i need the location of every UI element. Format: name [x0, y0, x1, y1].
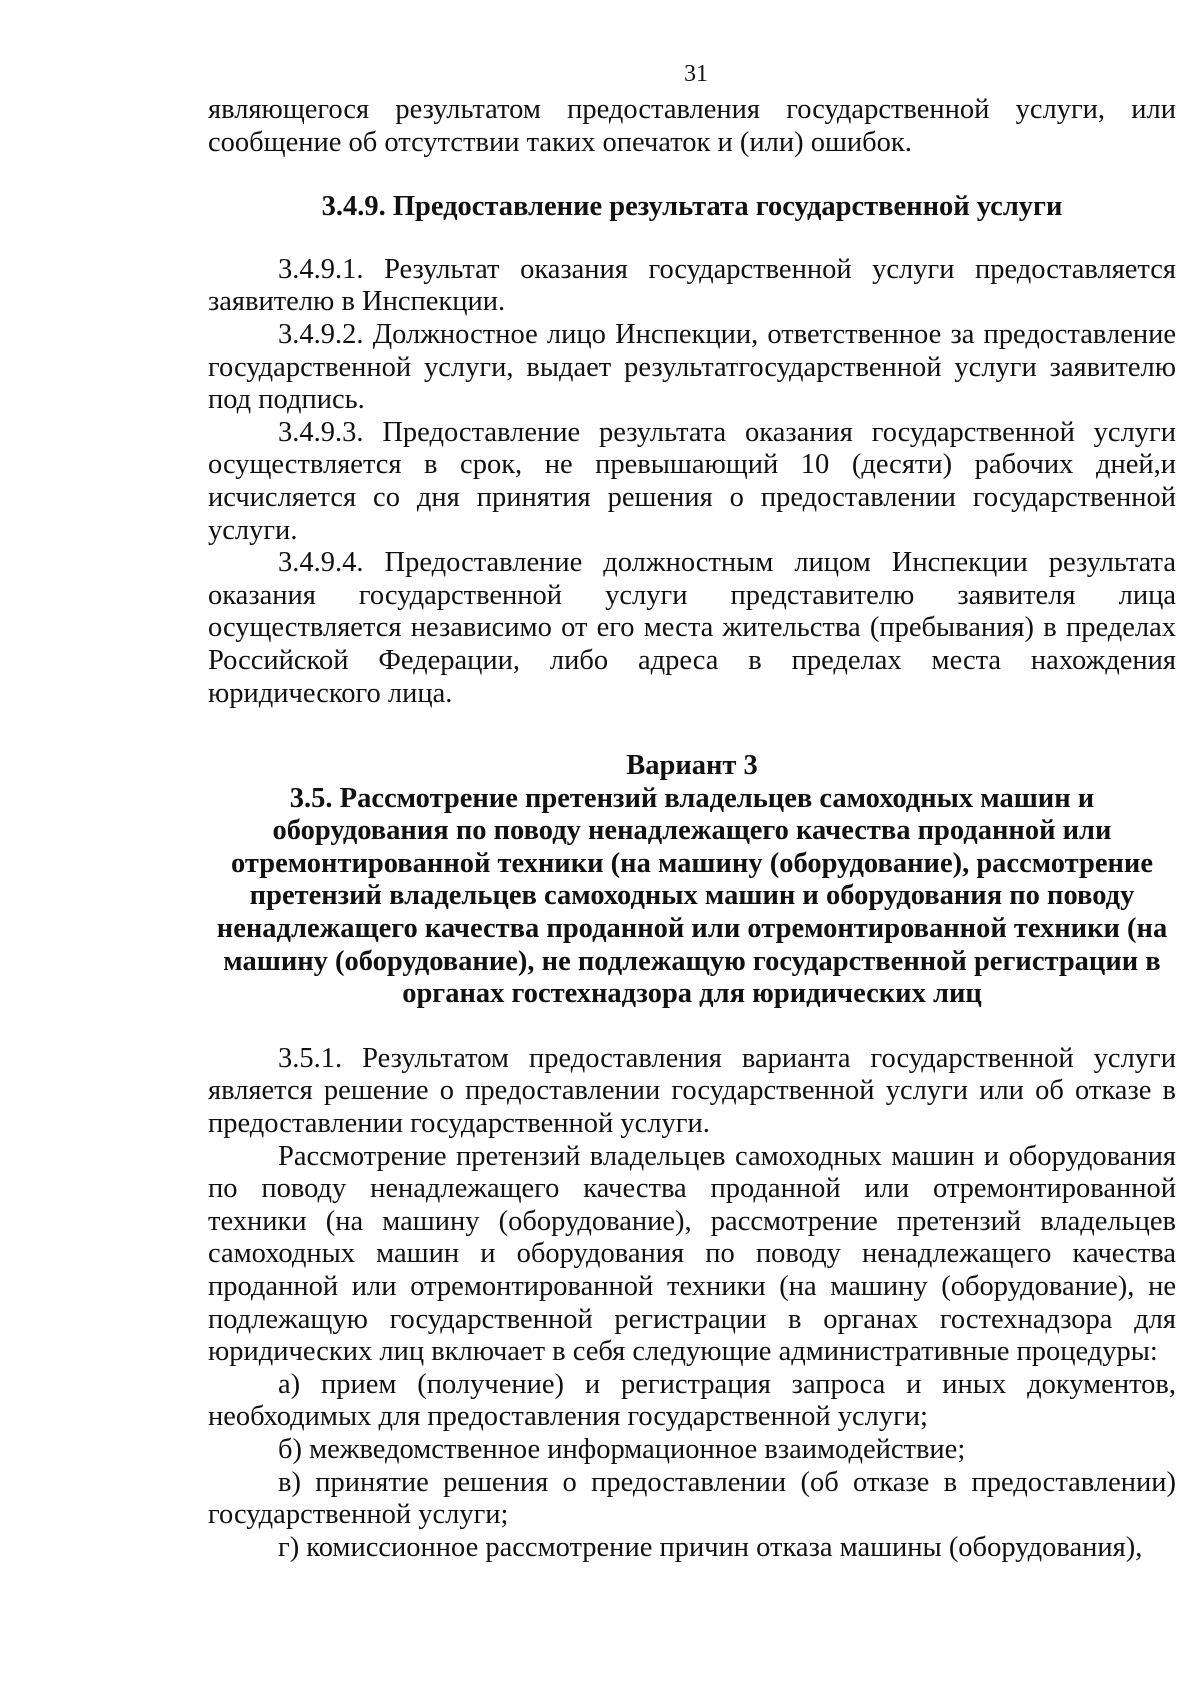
list-item-v: в) принятие решения о предоставлении (об отказе в предоставлении) государственной услуги; [208, 1466, 1176, 1531]
paragraph-procedures-intro: Рассмотрение претензий владельцев самоходных машин и оборудования по поводу ненадлежащего качества проданной или отремонтированной техники (на машину (оборудование), рассмотрение претензий владельцев самоходных машин и оборудования по поводу ненадлежащего качества проданной или отремонтированной техники (на машину (оборудование), не подлежащую государственной регистрации в органах гостехнадзора для юридических лиц включает в себя следующие административные процедуры: [208, 1140, 1176, 1368]
continuation-paragraph: являющегося результатом предоставления государственной услуги, или сообщение об отсутствии таких опечаток и (или) ошибок. [208, 94, 1176, 158]
section-heading-3-5: 3.5. Рассмотрение претензий владельцев самоходных машин и оборудования по поводу ненадлежащего качества проданной или отремонтированной техники (на машину (оборудование), рассмотрение претензий владельцев самоходных машин и оборудования по поводу ненадлежащего качества проданной или отремонтированной техники (на машину (оборудование), не подлежащую государственной регистрации в органах гостехнадзора для юридических лиц [216, 782, 1168, 1010]
paragraph-3-4-9-1: 3.4.9.1. Результат оказания государственной услуги предоставляется заявителю в Инспекции. [208, 253, 1176, 318]
page-number: 31 [684, 61, 708, 87]
document-page [208, 60, 1176, 1564]
section-heading-3-4-9: 3.4.9. Предоставление результата государственной услуги [321, 191, 1063, 223]
paragraph-3-4-9-4: 3.4.9.4. Предоставление должностным лицом Инспекции результата оказания государственной услуги представителю заявителя лица осуществляется независимо от его места жительства (пребывания) в пределах Российской Федерации, либо адреса в пределах места нахождения юридического лица. [208, 547, 1176, 709]
variant-title: Вариант 3 [626, 750, 758, 782]
paragraph-3-5-1: 3.5.1. Результатом предоставления варианта государственной услуги является решение о предоставлении государственной услуги или об отказе в предоставлении государственной услуги. [208, 1042, 1176, 1140]
list-item-a: а) прием (получение) и регистрация запроса и иных документов, необходимых для предоставления государственной услуги; [208, 1368, 1176, 1433]
list-item-b: б) межведомственное информационное взаимодействие; [278, 1433, 966, 1465]
paragraph-3-4-9-2: 3.4.9.2. Должностное лицо Инспекции, ответственное за предоставление государственной услуги, выдает результатгосударственной услуги заявителю под подпись. [208, 318, 1176, 416]
paragraph-3-4-9-3: 3.4.9.3. Предоставление результата оказания государственной услуги осуществляется в срок, не превышающий 10 (десяти) рабочих дней,и исчисляется со дня принятия решения о предоставлении государственной услуги. [208, 416, 1176, 546]
list-item-g: г) комиссионное рассмотрение причин отказа машины (оборудования), [278, 1531, 1143, 1563]
